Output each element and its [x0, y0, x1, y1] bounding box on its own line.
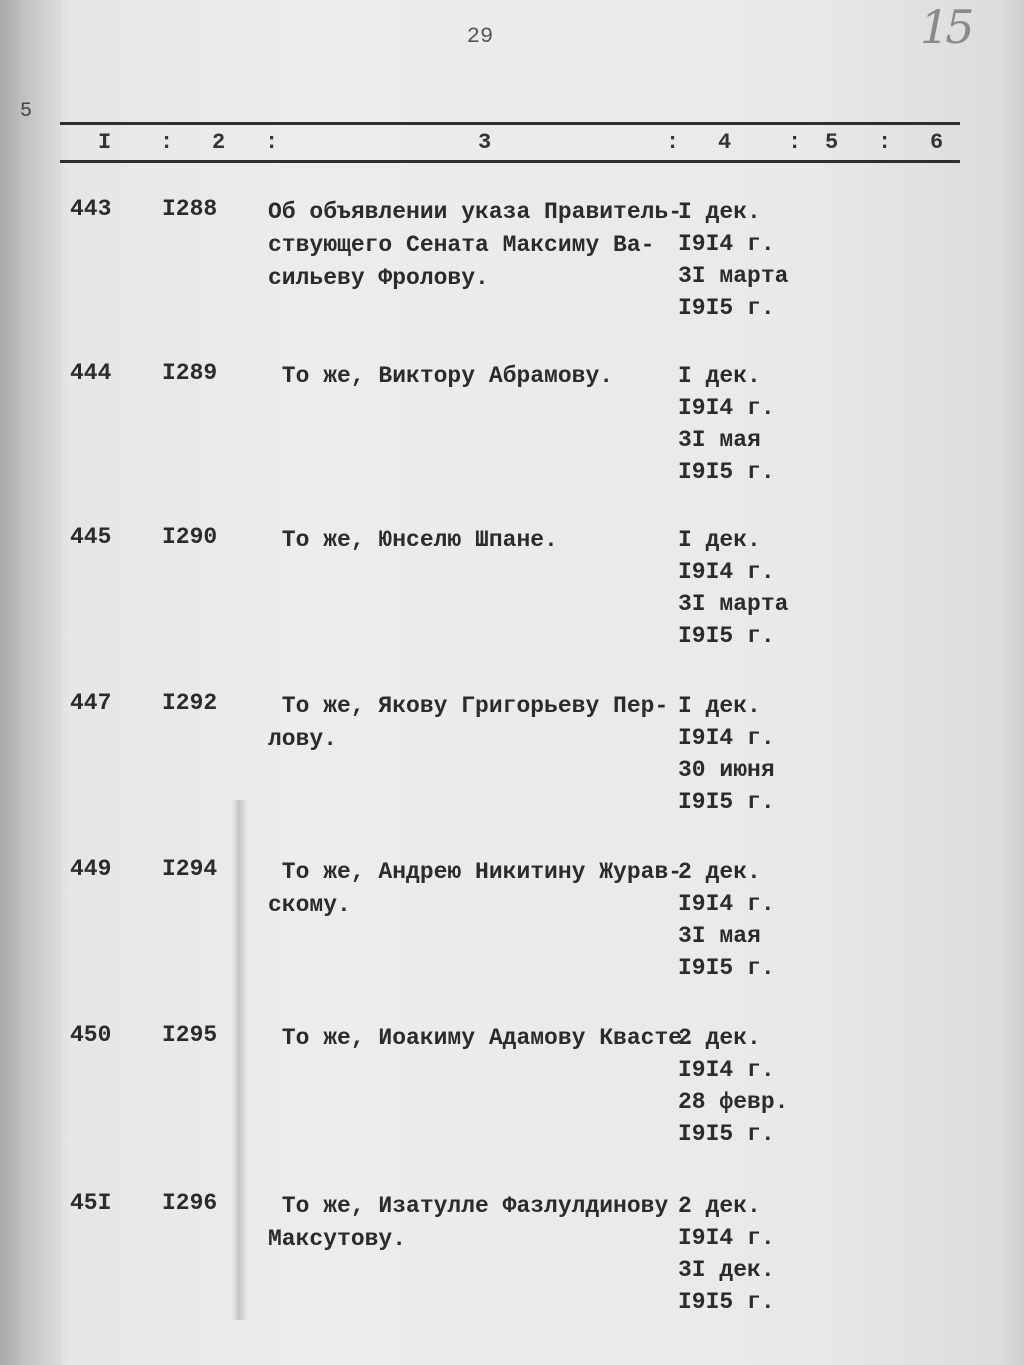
date-line: I9I4 г. [678, 725, 775, 751]
row-dates [678, 524, 808, 652]
header-col-1: I [98, 130, 112, 155]
binding-edge [0, 0, 62, 1365]
row-number: 443 [70, 196, 112, 222]
row-text: То же, Изатулле Фазлулдинову Максутову. [268, 1193, 669, 1252]
date-line: 3I марта [678, 263, 789, 289]
page-number: 29 [466, 24, 494, 49]
row-code: I294 [162, 856, 218, 882]
row-text: То же, Якову Григорьеву Пер- лову. [268, 693, 669, 752]
row-dates [678, 1190, 808, 1318]
header-sep-4: : [788, 130, 802, 155]
row-number: 45I [70, 1190, 112, 1216]
date-line: 3I мая [678, 923, 761, 949]
row-code: I288 [162, 196, 218, 222]
header-top-rule [60, 122, 960, 125]
header-col-6: 6 [930, 130, 944, 155]
date-line: I9I4 г. [678, 1057, 775, 1083]
row-text: То же, Иоакиму Адамову Квасте. [268, 1025, 696, 1051]
row-dates [678, 856, 808, 984]
row-number: 444 [70, 360, 112, 386]
date-line: I9I4 г. [678, 1225, 775, 1251]
folio-number: 15 [920, 0, 971, 54]
date-line: I9I4 г. [678, 395, 775, 421]
row-number: 449 [70, 856, 112, 882]
header-col-2: 2 [212, 130, 226, 155]
date-line: 3I марта [678, 591, 789, 617]
date-line: I9I5 г. [678, 789, 775, 815]
row-text: Об объявлении указа Правитель- ствующего Сената Максиму Ва- сильеву Фролову. [268, 199, 683, 291]
date-line: I9I5 г. [678, 459, 775, 485]
row-number: 447 [70, 690, 112, 716]
date-line: I дек. [678, 363, 761, 389]
date-line: I9I4 г. [678, 891, 775, 917]
header-col-5: 5 [825, 130, 839, 155]
date-line: I9I5 г. [678, 955, 775, 981]
row-code: I289 [162, 360, 218, 386]
header-sep-5: : [878, 130, 892, 155]
header-sep-3: : [666, 130, 680, 155]
header-col-4: 4 [718, 130, 732, 155]
header-bottom-rule [60, 160, 960, 163]
date-line: 30 июня [678, 757, 775, 783]
header-col-3: 3 [478, 130, 492, 155]
margin-mark: 5 [20, 100, 33, 123]
date-line: I дек. [678, 527, 761, 553]
date-line: 3I мая [678, 427, 761, 453]
header-sep-1: : [160, 130, 174, 155]
date-line: 28 февр. [678, 1089, 789, 1115]
row-code: I295 [162, 1022, 218, 1048]
date-line: 2 дек. [678, 859, 761, 885]
date-line: I9I5 г. [678, 1121, 775, 1147]
row-code: I292 [162, 690, 218, 716]
row-dates [678, 690, 808, 818]
row-code: I290 [162, 524, 218, 550]
row-dates [678, 1022, 808, 1150]
date-line: I дек. [678, 199, 761, 225]
paper-crease [232, 800, 248, 1320]
header-sep-2: : [265, 130, 279, 155]
date-line: I9I5 г. [678, 295, 775, 321]
row-text: То же, Юнселю Шпане. [268, 527, 558, 553]
row-dates [678, 196, 808, 324]
row-number: 450 [70, 1022, 112, 1048]
date-line: I дек. [678, 693, 761, 719]
row-text: То же, Виктору Абрамову. [268, 363, 614, 389]
row-number: 445 [70, 524, 112, 550]
row-dates [678, 360, 808, 488]
table-header [60, 126, 960, 158]
date-line: 2 дек. [678, 1193, 761, 1219]
date-line: 3I дек. [678, 1257, 775, 1283]
row-code: I296 [162, 1190, 218, 1216]
date-line: I9I5 г. [678, 623, 775, 649]
date-line: I9I5 г. [678, 1289, 775, 1315]
date-line: I9I4 г. [678, 231, 775, 257]
date-line: I9I4 г. [678, 559, 775, 585]
row-text: То же, Андрею Никитину Журав- скому. [268, 859, 683, 918]
date-line: 2 дек. [678, 1025, 761, 1051]
